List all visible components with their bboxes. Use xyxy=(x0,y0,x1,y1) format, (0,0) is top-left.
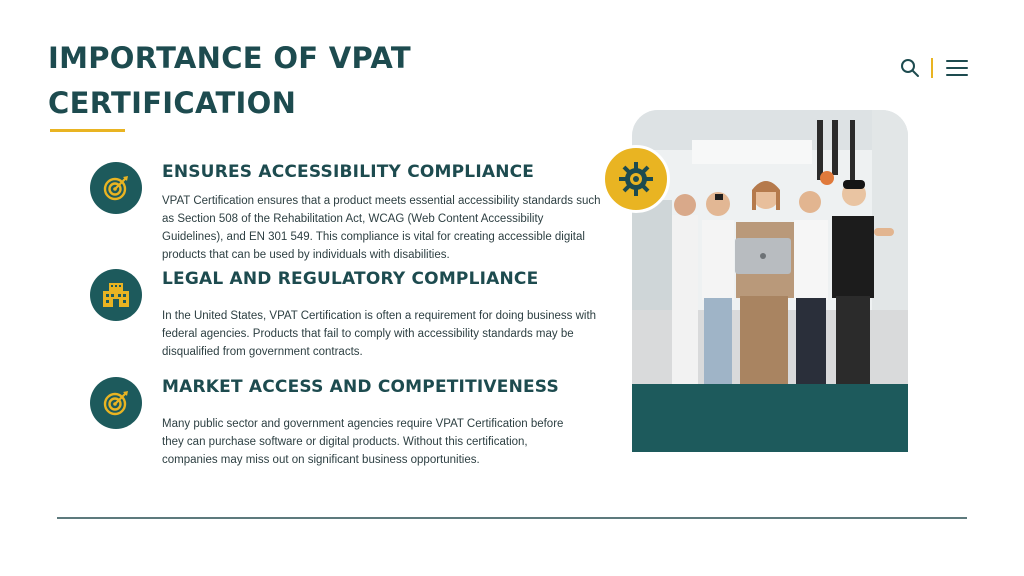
menu-icon[interactable] xyxy=(946,60,968,76)
toolbar-divider xyxy=(931,58,933,78)
government-building-icon xyxy=(90,269,142,321)
feature-title: LEGAL AND REGULATORY COMPLIANCE xyxy=(162,269,539,289)
bottom-divider xyxy=(57,517,967,519)
title-underline xyxy=(50,129,125,132)
feature-description: Many public sector and government agencies require VPAT Certification before they can purchase software or digital products. Without this certification, companies may miss out on significant business opportunities. xyxy=(162,418,564,466)
team-photo-card xyxy=(632,110,908,452)
gear-icon xyxy=(602,145,670,213)
team-photo xyxy=(632,110,908,384)
feature-description: In the United States, VPAT Certification is often a requirement for doing business with federal agencies. Products that fail to comply with accessibility standards may be disqualified from government contracts. xyxy=(162,310,597,358)
photo-footer-band xyxy=(632,384,908,452)
top-toolbar xyxy=(900,56,970,80)
search-icon[interactable] xyxy=(900,58,920,78)
target-icon xyxy=(90,162,142,214)
feature-title: ENSURES ACCESSIBILITY COMPLIANCE xyxy=(162,162,535,182)
feature-title: MARKET ACCESS AND COMPETITIVENESS xyxy=(162,377,559,397)
page-title: IMPORTANCE OF VPAT CERTIFICATION xyxy=(48,41,411,120)
target-icon xyxy=(90,377,142,429)
feature-description: VPAT Certification ensures that a product meets essential accessibility standards such as Section 508 of the Rehabilitation Act, WCAG (Web Content Accessibility Guidelines), and EN 301 549. This compliance is vital for creating accessible digital products that can be used by individuals with disabilities. xyxy=(162,195,601,261)
